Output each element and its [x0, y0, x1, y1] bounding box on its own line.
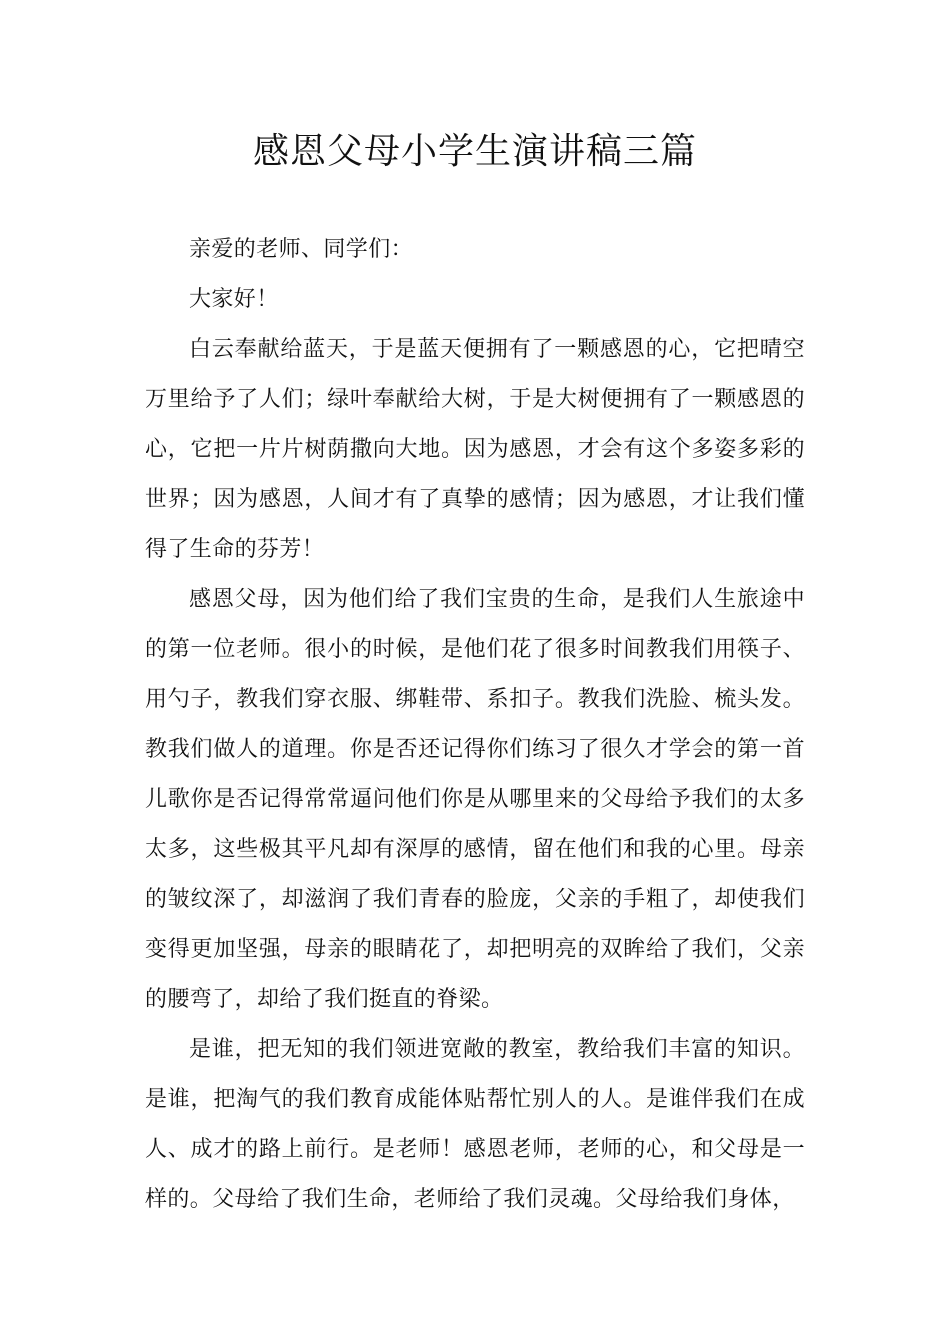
salutation: 亲爱的老师、同学们：	[189, 237, 414, 262]
paragraph-teachers: 是谁，把无知的我们领进宽敞的教室，教给我们丰富的知识。是谁，把淘气的我们教育成能体贴帮忙别人的人。是谁伴我们在成人、成才的路上前行。是老师！感恩老师，老师的心，和父母是一样的。父母给了我们生命，老师给了我们灵魂。父母给我们身体，	[145, 1037, 805, 1212]
paragraph-clouds: 白云奉献给蓝天，于是蓝天便拥有了一颗感恩的心，它把晴空万里给予了人们；绿叶奉献给大树，于是大树便拥有了一颗感恩的心，它把一片片树荫撒向大地。因为感恩，才会有这个多姿多彩的世界；因为感恩，人间才有了真挚的感情；因为感恩，才让我们懂得了生命的芬芳！	[145, 337, 805, 562]
document-body	[145, 225, 805, 1225]
document-title: 感恩父母小学生演讲稿三篇	[252, 131, 697, 172]
paragraph-parents: 感恩父母，因为他们给了我们宝贵的生命，是我们人生旅途中的第一位老师。很小的时候，是他们花了很多时间教我们用筷子、用勺子，教我们穿衣服、绑鞋带、系扣子。教我们洗脸、梳头发。教我们做人的道理。你是否还记得你们练习了很久才学会的第一首儿歌你是否记得常常逼问他们你是从哪里来的父母给予我们的太多太多，这些极其平凡却有深厚的感情，留在他们和我的心里。母亲的皱纹深了，却滋润了我们青春的脸庞，父亲的手粗了，却使我们变得更加坚强，母亲的眼睛花了，却把明亮的双眸给了我们，父亲的腰弯了，却给了我们挺直的脊梁。	[145, 587, 805, 1012]
greeting: 大家好！	[189, 287, 279, 312]
